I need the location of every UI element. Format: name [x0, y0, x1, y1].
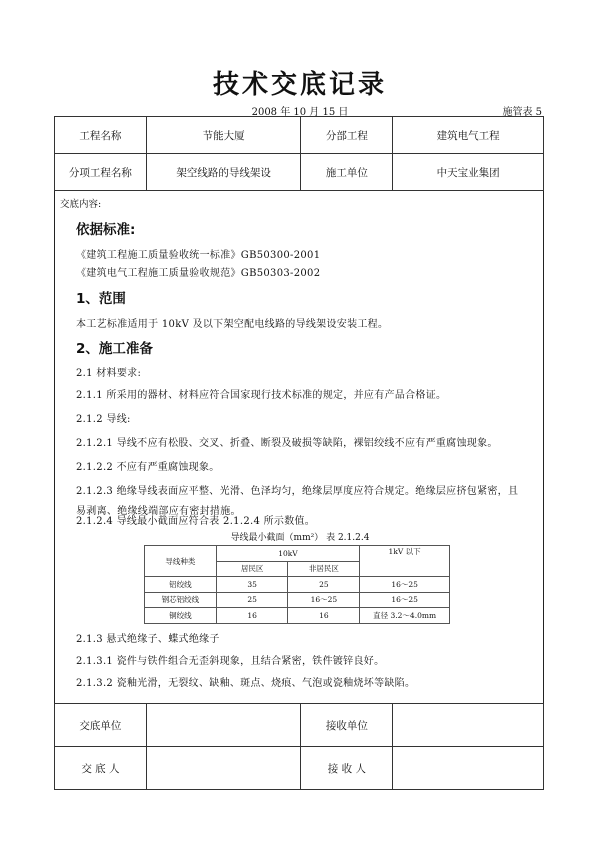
- cell-type: 钢芯铝绞线: [145, 592, 217, 608]
- cell-type: 铜绞线: [145, 608, 217, 624]
- prep-item: 2.1.2.2 不应有严重腐蚀现象。: [76, 462, 220, 473]
- col-header-type: 导线种类: [145, 546, 217, 577]
- prep-item: 2.1 材料要求:: [76, 368, 142, 379]
- cell-residential: 35: [216, 577, 288, 593]
- prep-heading: 2、施工准备: [76, 341, 153, 357]
- prep-item: 2.1.2 导线:: [76, 414, 131, 425]
- basis-line-2: 《建筑电气工程施工质量验收规范》GB50303-2002: [76, 268, 321, 279]
- cell-low-voltage: 直径 3.2～4.0mm: [360, 608, 450, 624]
- document-date: 2008 年 10 月 15 日: [251, 107, 349, 118]
- document-title: 技术交底记录: [212, 70, 387, 100]
- header-row-1: [55, 117, 544, 154]
- header-table: [54, 116, 544, 191]
- division-value: 建筑电气工程: [393, 117, 544, 154]
- table-header-row: [145, 546, 450, 562]
- cell-residential: 16: [216, 608, 288, 624]
- cell-non-residential: 16: [288, 608, 360, 624]
- cell-low-voltage: 16～25: [360, 592, 450, 608]
- after-item: 2.1.3.2 瓷釉光滑，无裂纹、缺釉、斑点、烧痕、气泡或瓷釉烧坏等缺陷。: [76, 678, 416, 689]
- form-number: 施管表 5: [502, 107, 542, 118]
- basis-line-1: 《建筑工程施工质量验收统一标准》GB50300-2001: [76, 250, 321, 261]
- cell-residential: 25: [216, 592, 288, 608]
- receiver-unit-field[interactable]: [393, 704, 544, 747]
- after-item: 2.1.3 悬式绝缘子、蝶式绝缘子: [76, 634, 220, 645]
- giver-field[interactable]: [146, 747, 301, 790]
- prep-item: 2.1.2.3 绝缘导线表面应平整、光滑、色泽均匀，绝缘层厚度应符合规定。绝缘层应挤包紧密，且: [76, 486, 519, 497]
- giver-unit-label: 交底单位: [55, 704, 147, 747]
- col-header-1kv: 1kV 以下: [360, 546, 450, 577]
- prep-item: 2.1.2.1 导线不应有松股、交叉、折叠、断裂及破损等缺陷，裸铝绞线不应有严重腐蚀现象。: [76, 438, 498, 449]
- cell-non-residential: 16～25: [288, 592, 360, 608]
- table-row: [145, 592, 450, 608]
- sub-project-label: 分项工程名称: [55, 154, 147, 191]
- contractor-value: 中天宝业集团: [393, 154, 544, 191]
- cell-type: 铝绞线: [145, 577, 217, 593]
- after-item: 2.1.3.1 瓷件与铁件组合无歪斜现象，且结合紧密，铁件镀锌良好。: [76, 656, 385, 667]
- project-name-label: 工程名称: [55, 117, 147, 154]
- signature-row-2: [55, 747, 544, 790]
- sub-project-value: 架空线路的导线架设: [146, 154, 301, 191]
- table-caption: 导线最小截面（mm²） 表 2.1.2.4: [230, 533, 370, 543]
- giver-label: 交 底 人: [55, 747, 147, 790]
- signature-table: [54, 703, 544, 790]
- table-row: [145, 577, 450, 593]
- prep-item: 易剥离、绝缘线端部应有密封措施。: [76, 506, 241, 517]
- project-name-value: 节能大厦: [146, 117, 301, 154]
- scope-heading: 1、范围: [76, 291, 126, 307]
- col-header-10kv: 10kV: [216, 546, 360, 562]
- division-label: 分部工程: [301, 117, 393, 154]
- basis-heading: 依据标准:: [76, 222, 136, 238]
- cell-low-voltage: 16～25: [360, 577, 450, 593]
- prep-item: 2.1.1 所采用的器材、材料应符合国家现行技术标准的规定，并应有产品合格证。: [76, 390, 447, 401]
- col-header-residential: 居民区: [216, 561, 288, 577]
- signature-row-1: [55, 704, 544, 747]
- prep-item: 2.1.2.4 导线最小截面应符合表 2.1.2.4 所示数值。: [76, 516, 316, 527]
- contractor-label: 施工单位: [301, 154, 393, 191]
- receiver-field[interactable]: [393, 747, 544, 790]
- min-section-table: [144, 545, 450, 624]
- receiver-unit-label: 接收单位: [301, 704, 393, 747]
- scope-text: 本工艺标准适用于 10kV 及以下架空配电线路的导线架设安装工程。: [76, 319, 389, 330]
- cell-non-residential: 25: [288, 577, 360, 593]
- content-label: 交底内容:: [60, 199, 102, 210]
- receiver-label: 接 收 人: [301, 747, 393, 790]
- giver-unit-field[interactable]: [146, 704, 301, 747]
- table-row: [145, 608, 450, 624]
- header-row-2: [55, 154, 544, 191]
- col-header-non-residential: 非居民区: [288, 561, 360, 577]
